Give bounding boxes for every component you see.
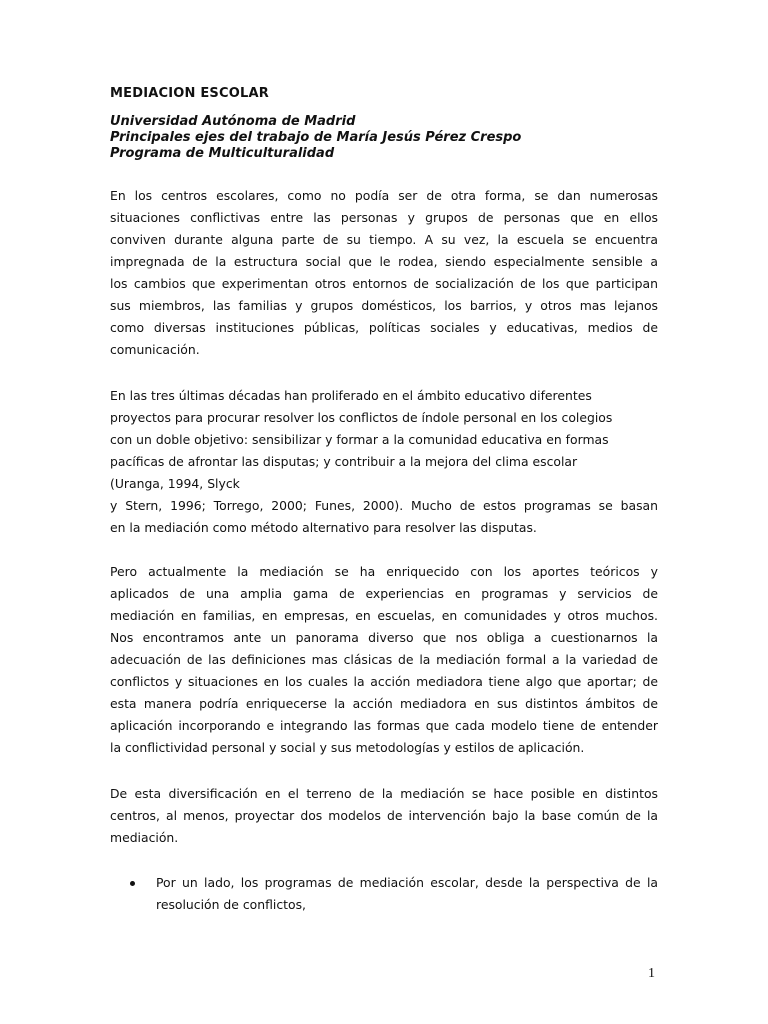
paragraph-line: y Stern, 1996; Torrego, 2000; Funes, 2000). Mucho de estos programas se basan bbox=[110, 498, 658, 513]
paragraph-line: Pero actualmente la mediación se ha enriquecido con los aportes teóricos y bbox=[110, 564, 658, 579]
paragraph-4 bbox=[110, 783, 658, 849]
paragraph-line: impregnada de la estructura social que le rodea, siendo especialmente sensible a bbox=[110, 254, 658, 269]
paragraph-line: pacíficas de afrontar las disputas; y contribuir a la mejora del clima escolar bbox=[110, 454, 578, 469]
paragraph-line: conflictos y situaciones en los cuales la acción mediadora tiene algo que aportar; de bbox=[110, 674, 658, 689]
paragraph-line: adecuación de las definiciones mas clásicas de la mediación formal a la variedad de bbox=[110, 652, 658, 667]
university-line: Universidad Autónoma de Madrid bbox=[110, 114, 356, 129]
document-subtitle bbox=[110, 114, 521, 162]
paragraph-line: sus miembros, las familias y grupos domésticos, los barrios, y otros mas lejanos bbox=[110, 298, 658, 313]
author-line: Principales ejes del trabajo de María Jesús Pérez Crespo bbox=[110, 130, 522, 145]
document-title: MEDIACION ESCOLAR bbox=[110, 86, 269, 101]
paragraph-line: aplicación incorporando e integrando las formas que cada modelo tiene de entender bbox=[110, 718, 658, 733]
paragraph-line: En las tres últimas décadas han proliferado en el ámbito educativo diferentes bbox=[110, 388, 592, 403]
paragraph-line: Nos encontramos ante un panorama diverso que nos obliga a cuestionarnos la bbox=[110, 630, 658, 645]
page-number: 1 bbox=[648, 966, 655, 981]
paragraph-line: situaciones conflictivas entre las personas y grupos de personas que en ellos bbox=[110, 210, 658, 225]
paragraph-line: De esta diversificación en el terreno de la mediación se hace posible en distintos bbox=[110, 786, 658, 801]
paragraph-3 bbox=[110, 561, 658, 759]
paragraph-line: esta manera podría enriquecerse la acción mediadora en sus distintos ámbitos de bbox=[110, 696, 658, 711]
paragraph-2 bbox=[110, 385, 658, 539]
paragraph-line: proyectos para procurar resolver los conflictos de índole personal en los colegios bbox=[110, 410, 613, 425]
paragraph-line: mediación en familias, en empresas, en escuelas, en comunidades y otros muchos. bbox=[110, 608, 658, 623]
paragraph-line: mediación. bbox=[110, 830, 179, 845]
paragraph-line: la conflictividad personal y social y sus metodologías y estilos de aplicación. bbox=[110, 740, 585, 755]
bullet-line: resolución de conflictos, bbox=[156, 897, 306, 912]
paragraph-line: En los centros escolares, como no podía ser de otra forma, se dan numerosas bbox=[110, 188, 658, 203]
program-line: Programa de Multiculturalidad bbox=[110, 146, 335, 161]
bullet-text bbox=[156, 872, 658, 916]
bullet-line: Por un lado, los programas de mediación escolar, desde la perspectiva de la bbox=[156, 875, 658, 890]
paragraph-line: los cambios que experimentan otros entornos de socialización de los que participan bbox=[110, 276, 658, 291]
paragraph-line: comunicación. bbox=[110, 342, 200, 357]
paragraph-line: en la mediación como método alternativo para resolver las disputas. bbox=[110, 520, 537, 535]
paragraph-line: aplicados de una amplia gama de experiencias en programas y servicios de bbox=[110, 586, 658, 601]
paragraph-line: (Uranga, 1994, Slyck bbox=[110, 476, 240, 491]
paragraph-line: centros, al menos, proyectar dos modelos de intervención bajo la base común de la bbox=[110, 808, 658, 823]
bullet-icon bbox=[130, 881, 135, 886]
paragraph-line: conviven durante alguna parte de su tiempo. A su vez, la escuela se encuentra bbox=[110, 232, 658, 247]
paragraph-line: como diversas instituciones públicas, políticas sociales y educativas, medios de bbox=[110, 320, 658, 335]
paragraph-line: con un doble objetivo: sensibilizar y formar a la comunidad educativa en formas bbox=[110, 432, 609, 447]
paragraph-1 bbox=[110, 185, 658, 361]
